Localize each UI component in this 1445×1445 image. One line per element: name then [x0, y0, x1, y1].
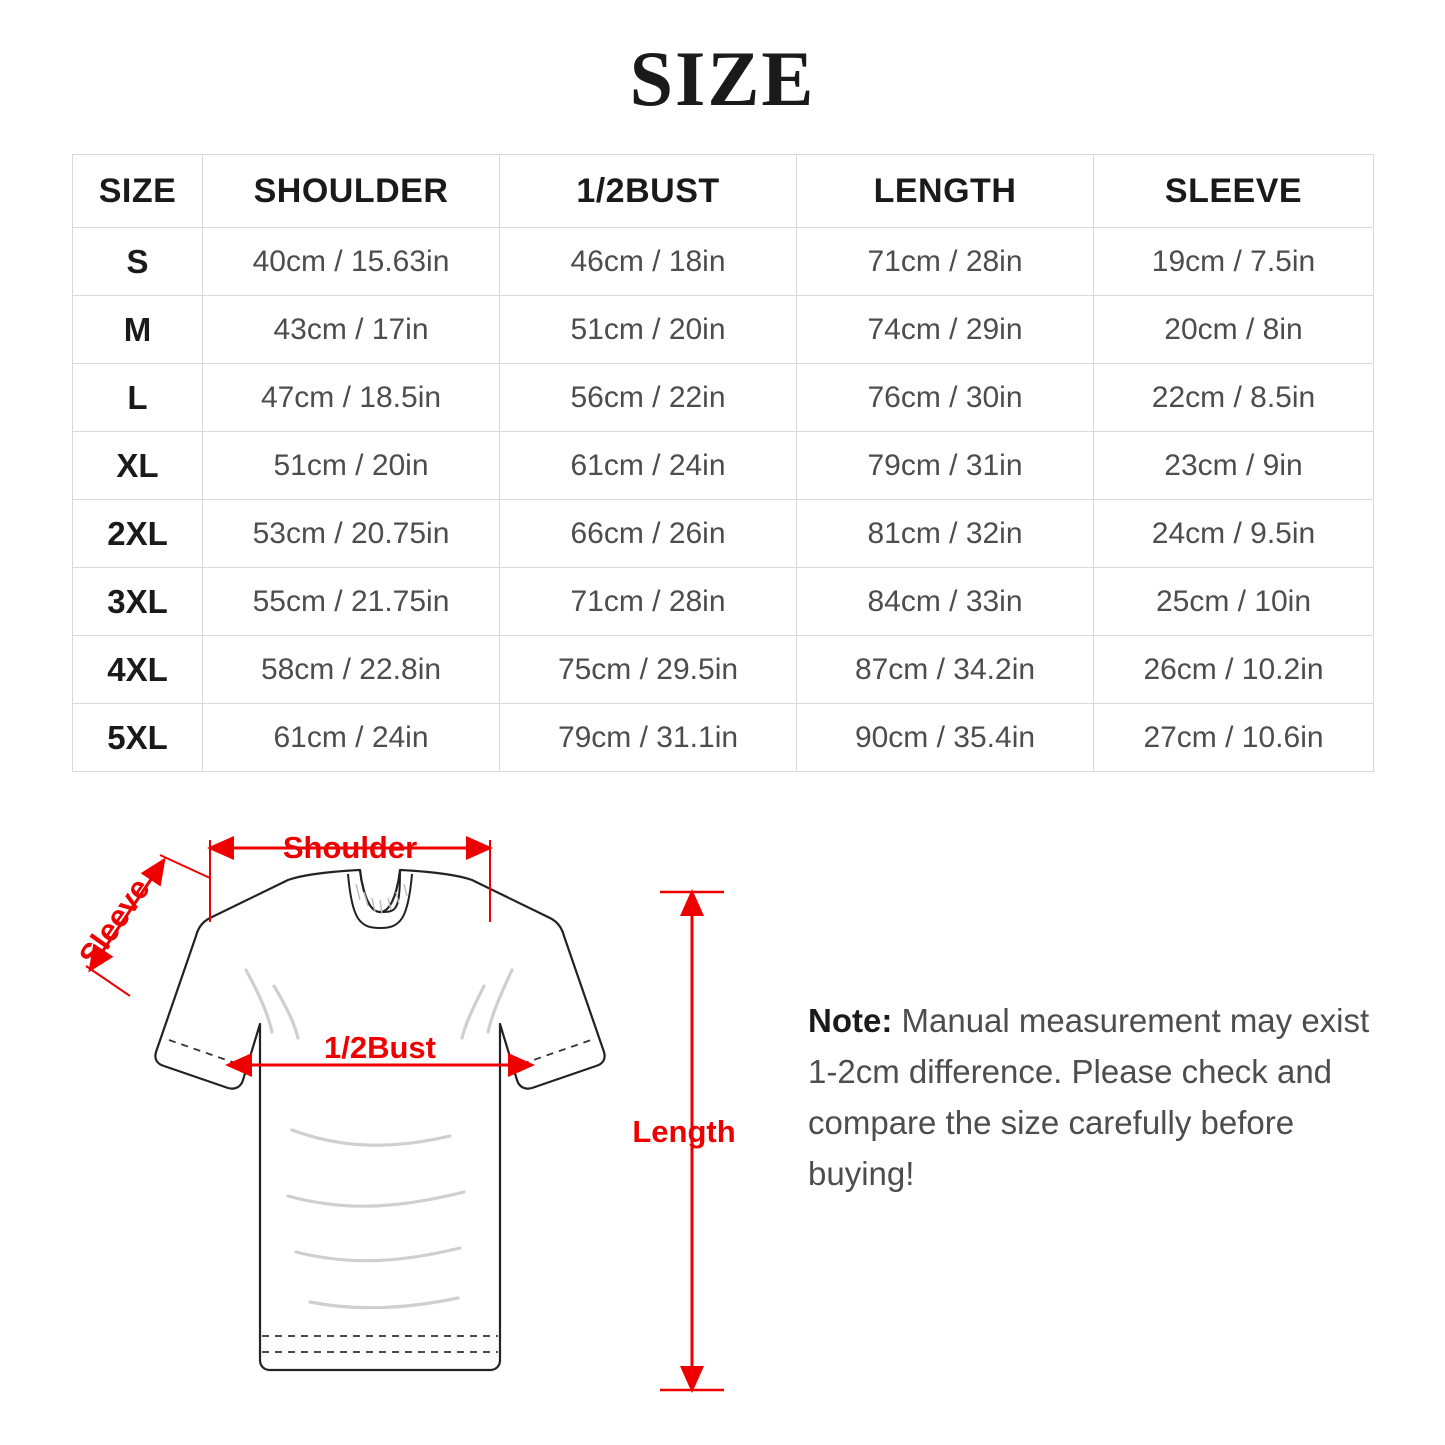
tshirt-outline-icon — [155, 870, 604, 1370]
shoulder-label: Shoulder — [282, 830, 418, 865]
measurement-diagram-section — [0, 800, 1445, 1420]
cell-shoulder: 40cm / 15.63in — [203, 228, 500, 296]
cell-size: 4XL — [73, 636, 203, 704]
cell-bust: 51cm / 20in — [500, 296, 797, 364]
cell-sleeve: 24cm / 9.5in — [1094, 500, 1374, 568]
cell-shoulder: 58cm / 22.8in — [203, 636, 500, 704]
table-row — [73, 432, 1374, 500]
cell-shoulder: 43cm / 17in — [203, 296, 500, 364]
cell-sleeve: 22cm / 8.5in — [1094, 364, 1374, 432]
column-header-size: SIZE — [73, 155, 203, 228]
table-row — [73, 568, 1374, 636]
note-label: Note: — [808, 1002, 893, 1039]
cell-size: L — [73, 364, 203, 432]
table-row — [73, 636, 1374, 704]
cell-sleeve: 19cm / 7.5in — [1094, 228, 1374, 296]
cell-length: 74cm / 29in — [797, 296, 1094, 364]
table-row — [73, 704, 1374, 772]
column-header-length: LENGTH — [797, 155, 1094, 228]
cell-length: 81cm / 32in — [797, 500, 1094, 568]
cell-size: XL — [73, 432, 203, 500]
column-header-shoulder: SHOULDER — [203, 155, 500, 228]
cell-bust: 71cm / 28in — [500, 568, 797, 636]
table-row — [73, 296, 1374, 364]
cell-length: 79cm / 31in — [797, 432, 1094, 500]
cell-bust: 75cm / 29.5in — [500, 636, 797, 704]
cell-bust: 61cm / 24in — [500, 432, 797, 500]
cell-shoulder: 47cm / 18.5in — [203, 364, 500, 432]
cell-bust: 79cm / 31.1in — [500, 704, 797, 772]
cell-shoulder: 53cm / 20.75in — [203, 500, 500, 568]
cell-bust: 46cm / 18in — [500, 228, 797, 296]
table-row — [73, 364, 1374, 432]
cell-shoulder: 55cm / 21.75in — [203, 568, 500, 636]
cell-length: 71cm / 28in — [797, 228, 1094, 296]
cell-length: 76cm / 30in — [797, 364, 1094, 432]
size-table — [72, 154, 1374, 772]
cell-size: M — [73, 296, 203, 364]
cell-shoulder: 51cm / 20in — [203, 432, 500, 500]
cell-length: 84cm / 33in — [797, 568, 1094, 636]
cell-size: 5XL — [73, 704, 203, 772]
column-header-sleeve: SLEEVE — [1094, 155, 1374, 228]
cell-sleeve: 26cm / 10.2in — [1094, 636, 1374, 704]
note-text — [808, 995, 1378, 1200]
tshirt-diagram — [60, 800, 780, 1420]
bust-label: 1/2Bust — [324, 1030, 436, 1065]
cell-sleeve: 23cm / 9in — [1094, 432, 1374, 500]
cell-bust: 56cm / 22in — [500, 364, 797, 432]
cell-sleeve: 20cm / 8in — [1094, 296, 1374, 364]
page-title: SIZE — [629, 35, 816, 122]
table-row — [73, 500, 1374, 568]
length-label: Length — [632, 1114, 736, 1149]
cell-bust: 66cm / 26in — [500, 500, 797, 568]
column-header-bust: 1/2BUST — [500, 155, 797, 228]
table-row — [73, 228, 1374, 296]
cell-size: 2XL — [73, 500, 203, 568]
cell-size: 3XL — [73, 568, 203, 636]
cell-length: 87cm / 34.2in — [797, 636, 1094, 704]
sleeve-label: Sleeve — [71, 871, 157, 973]
note-body: Manual measurement may exist 1-2cm difference. Please check and compare the size carefully before buying! — [808, 1002, 1370, 1193]
cell-sleeve: 27cm / 10.6in — [1094, 704, 1374, 772]
cell-length: 90cm / 35.4in — [797, 704, 1094, 772]
table-header-row — [73, 155, 1374, 228]
size-table-container — [72, 154, 1373, 772]
cell-shoulder: 61cm / 24in — [203, 704, 500, 772]
cell-size: S — [73, 228, 203, 296]
cell-sleeve: 25cm / 10in — [1094, 568, 1374, 636]
